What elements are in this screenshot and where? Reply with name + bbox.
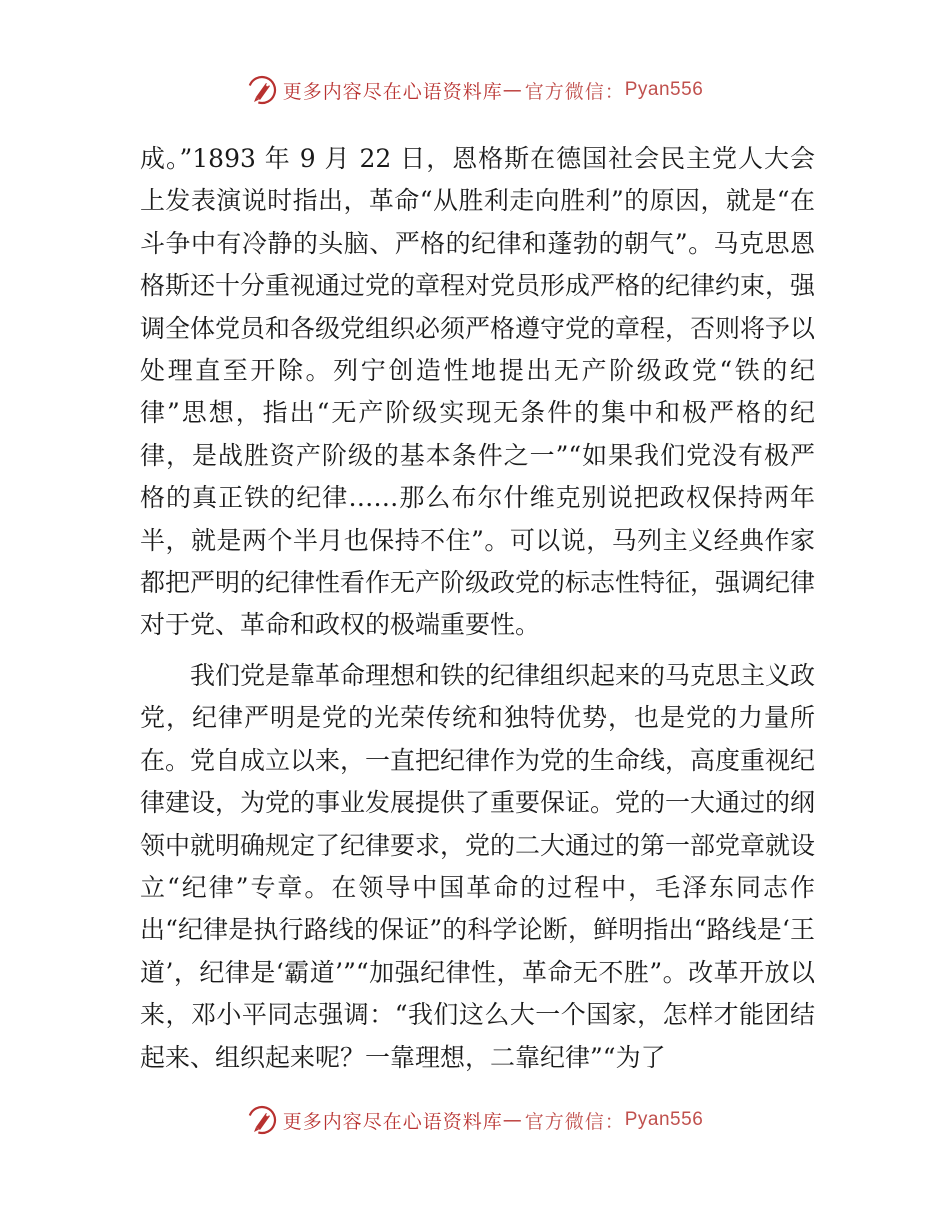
pen-nib-logo-icon (247, 75, 277, 105)
header-separator: — (502, 79, 523, 101)
footer-official-label: 官方微信： (524, 1110, 625, 1133)
paragraph-2: 我们党是靠革命理想和铁的纪律组织起来的马克思主义政党，纪律严明是党的光荣传统和独特优势，也是党的力量所在。党自成立以来，一直把纪律作为党的生命线，高度重视纪律建设，为党的事业发展提供了重要保证。党的一大通过的纲领中就明确规定了纪律要求，党的二大通过的第一部党章就设立“纪律”专章。在领导中国革命的过程中，毛泽东同志作出“纪律是执行路线的保证”的科学论断，鲜明指出“路线是‘王道’，纪律是‘霸道’”“加强纪律性，革命无不胜”。改革开放以来，邓小平同志强调：“我们这么大一个国家，怎样才能团结起来、组织起来呢？一靠理想，二靠纪律”“为了 (140, 660, 816, 1072)
footer-banner (0, 1100, 950, 1140)
header-brand-text: 更多内容尽在心语资料库 (282, 80, 503, 103)
paragraph-1: 成。”1893 年 9 月 22 日，恩格斯在德国社会民主党人大会上发表演说时指出，革命“从胜利走向胜利”的原因，就是“在斗争中有冷静的头脑、严格的纪律和蓬勃的朝气”。马克思恩格斯还十分重视通过党的章程对党员形成严格的纪律约束，强调全体党员和各级党组织必须严格遵守党的章程，否则将予以处理直至开除。列宁创造性地提出无产阶级政党“铁的纪律”思想，指出“无产阶级实现无条件的集中和极严格的纪律，是战胜资产阶级的基本条件之一”“如果我们党没有极严格的真正铁的纪律……那么布尔什维克别说把政权保持两年半，就是两个半月也保持不住”。可以说，马列主义经典作家都把严明的纪律性看作无产阶级政党的标志性特征，强调纪律对于党、革命和政权的极端重要性。 (140, 144, 816, 640)
header-wechat-id: Pyan556 (624, 79, 704, 100)
header-official-label: 官方微信： (524, 80, 625, 103)
pen-nib-logo-icon (247, 1105, 277, 1135)
document-body (140, 138, 815, 1079)
footer-wechat-id: Pyan556 (624, 1109, 704, 1130)
footer-separator: — (502, 1109, 523, 1131)
footer-brand-text: 更多内容尽在心语资料库 (282, 1110, 503, 1133)
header-banner (0, 70, 950, 110)
